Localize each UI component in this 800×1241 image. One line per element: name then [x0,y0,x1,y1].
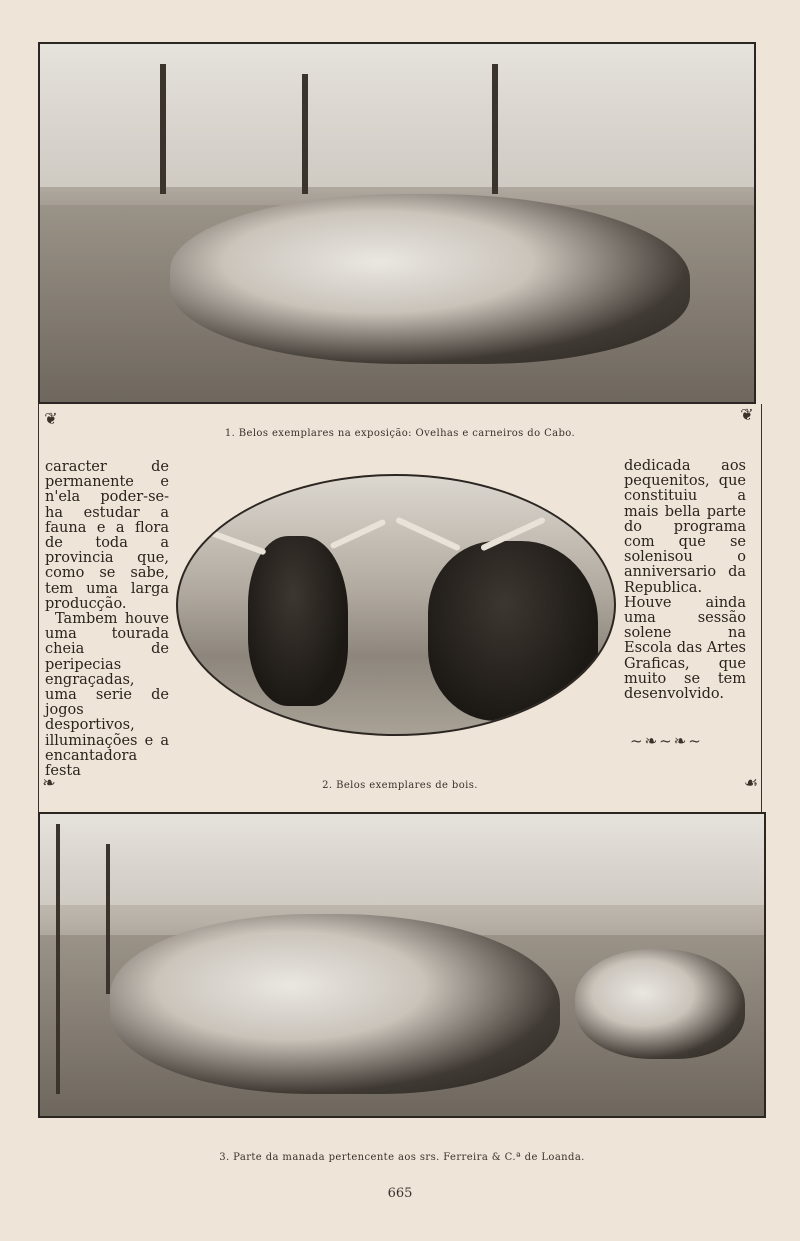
caption-photo-1: 1. Belos exemplares na exposição: Ovelhas e carneiros do Cabo. [224,428,576,439]
photo-herd [110,914,560,1094]
corner-ornament-icon: ❦ [44,409,58,428]
corner-ornament-icon: ❧ [42,773,56,792]
page-number: 665 [387,1186,413,1201]
caption-photo-3: 3. Parte da manada pertencente aos srs. Ferreira & C.ª de Loanda. [219,1152,585,1163]
caption-photo-2: 2. Belos exemplares de bois. [322,780,478,791]
photo-bull [248,536,348,706]
photo-cow [575,949,745,1059]
photo-tree [302,74,308,194]
photo-horn [395,516,461,551]
scroll-ornament-icon: ~❧~❧~ [630,732,703,750]
right-paragraph: dedicada aos pequenitos, que constituiu a mais bella parte do programa com que se solenisou o anniversario da Republica. Houve ainda uma sessão solene na Escola das Artes Graficas, que muito se tem desenvolvido. [624,458,746,703]
left-paragraph: Tambem houve uma tourada cheia de peripecias engraçadas, uma serie de jogos desportivos, illuminações e a encantadora festa [45,611,169,780]
left-paragraph: caracter de permanente e n'ela poder-se-ha estudar a fauna e a flora de toda a provincia que, como se sabe, tem uma larga producção. [45,459,169,612]
corner-ornament-icon: ☙ [743,773,759,792]
photo-tree [492,64,498,194]
corner-ornament-icon: ❦ [740,405,754,424]
photo-sky [40,44,754,187]
photo-fence-post [106,844,110,994]
photo-bulls [176,474,616,736]
photo-cattle-herd [38,812,766,1118]
photo-fence-post [56,824,60,1094]
left-text-column [45,460,169,779]
photo-sheep [38,42,756,404]
photo-horn [330,519,387,550]
right-text-column [624,459,746,702]
photo-bull [428,541,598,721]
photo-sky [40,814,764,905]
photo-tree [160,64,166,194]
photo-herd [170,194,690,364]
